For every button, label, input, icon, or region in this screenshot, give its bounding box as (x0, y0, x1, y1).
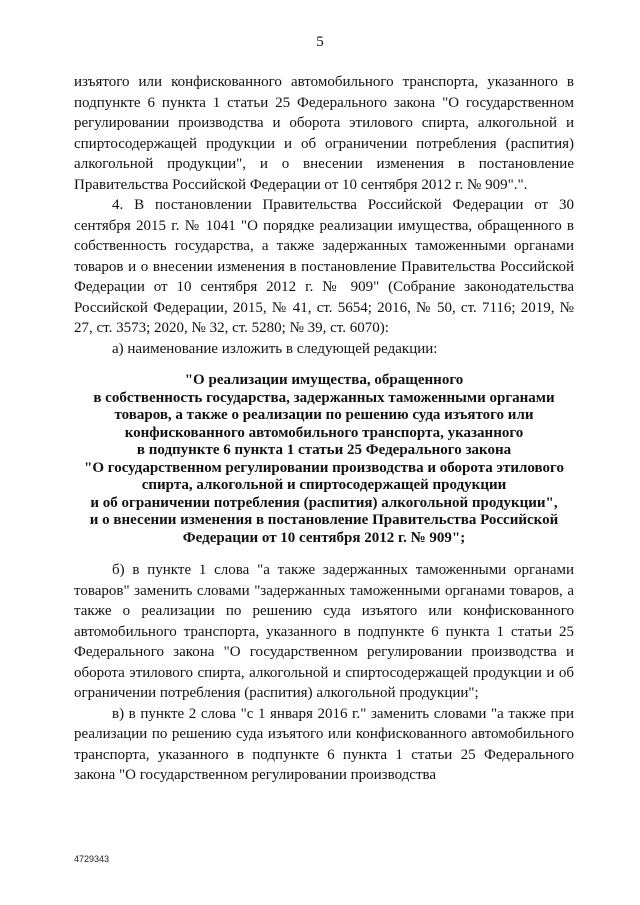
paragraph-subitem-a: а) наименование изложить в следующей редакции: (112, 340, 438, 357)
heading-line: и об ограничении потребления (распития) алкогольной продукции", (90, 494, 558, 511)
page-number: 5 (316, 34, 324, 50)
heading-line: "О реализации имущества, обращенного (184, 372, 464, 388)
document-body (74, 72, 574, 786)
paragraph-continuation: изъятого или конфискованного автомобильного транспорта, указанного в подпункте 6 пункта 1 статьи 25 Федерального закона "О государственном регулировании производства и оборота этилового спирта, алкогольной и спиртосодержащей продукции и об ограничении потребления (распития) алкогольной продукции", и о внесении изменения в постановление Правительства Российской Федерации от 10 сентября 2012 г. № 909".". (74, 74, 574, 193)
heading-line: в подпункте 6 пункта 1 статьи 25 Федерального закона (136, 442, 512, 458)
heading-line: спирта, алкогольной и спиртосодержащей продукции (141, 477, 507, 493)
heading-line: и о внесении изменения в постановление Правительства Российской (89, 512, 559, 528)
heading-line: "О государственном регулировании производства и оборота этилового (84, 459, 564, 476)
document-code: 4729343 (74, 854, 110, 864)
paragraph-subitem-v: в) в пункте 2 слова "с 1 января 2016 г." заменить словами "а также при реализации по решению суда изъятого или конфискованного автомобильного транспорта, указанного в подпункте 6 пункта 1 статьи 25 Федерального закона "О государственном регулировании производства (74, 705, 574, 783)
heading-line: в собственность государства, задержанных таможенными органами (93, 389, 555, 406)
paragraph-item-4: 4. В постановлении Правительства Российской Федерации от 30 сентября 2015 г. № 1041 "О порядке реализации имущества, обращенного в собственность государства, а также задержанных таможенными органами товаров и о внесении изменения в постановление Правительства Российской Федерации от 10 сентября 2012 г. № 909" (Собрание законодательства Российской Федерации, 2015, № 41, ст. 5654; 2016, № 50, ст. 7116; 2019, № 27, ст. 3573; 2020, № 32, ст. 5280; № 39, ст. 6070): (74, 197, 574, 336)
heading-line: Федерации от 10 сентября 2012 г. № 909"; (182, 529, 466, 546)
heading-line: товаров, а также о реализации по решению суда изъятого или (114, 407, 534, 423)
new-title-block (74, 372, 574, 547)
paragraph-subitem-b: б) в пункте 1 слова "а также задержанных таможенными органами товаров" заменить словами "задержанных таможенными органами товаров, а также о реализации по решению суда изъятого или конфискованного автомобильного транспорта, указанного в подпункте 6 пункта 1 статьи 25 Федерального закона "О государственном регулировании производства и оборота этилового спирта, алкогольной и спиртосодержащей продукции и об ограничении потребления (распития) алкогольной продукции"; (74, 562, 574, 701)
heading-line: конфискованного автомобильного транспорта, указанного (124, 424, 524, 441)
